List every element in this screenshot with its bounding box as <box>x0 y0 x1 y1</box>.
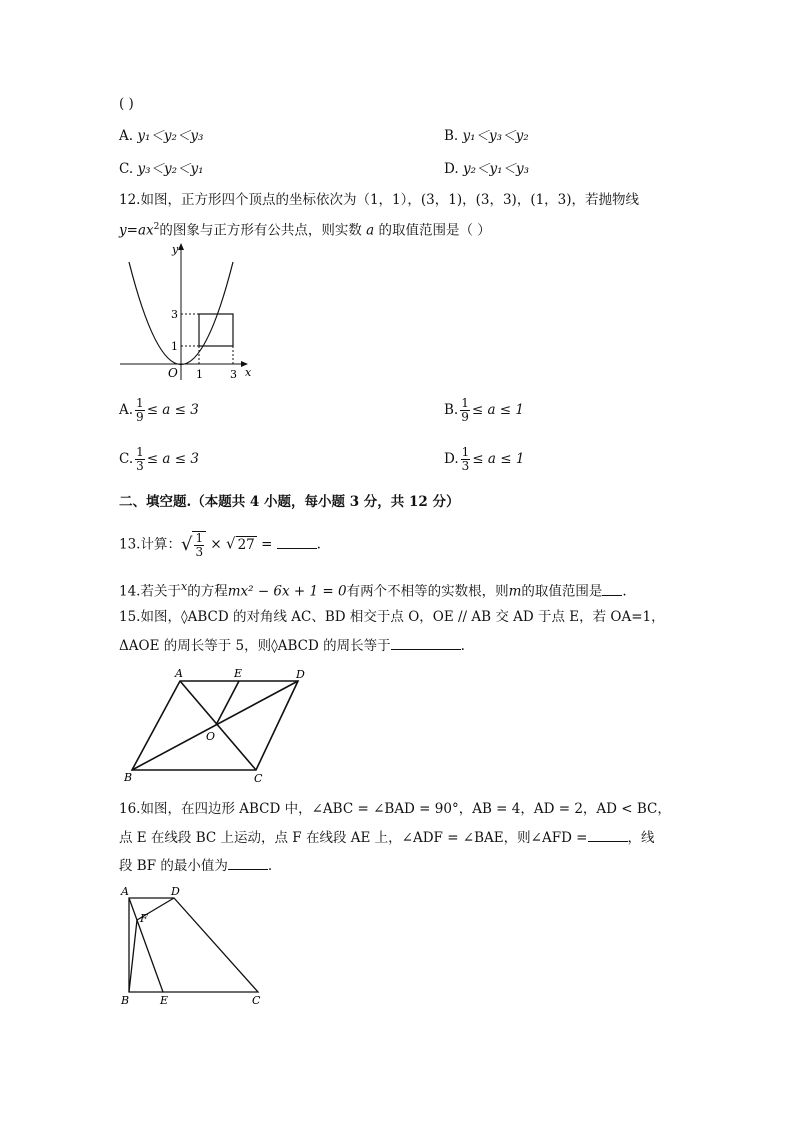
frac-num: 1 <box>461 396 469 410</box>
q11-option-b <box>444 126 529 146</box>
q16-text: 段 BF 的最小值为 <box>119 858 228 874</box>
q14-mid2: 有两个不相等的实数根，则 <box>346 583 509 600</box>
q12-eq: y=ax <box>119 222 154 239</box>
vertex-c: C <box>254 772 263 784</box>
fraction <box>194 532 204 559</box>
q15-parallelogram-figure <box>120 664 320 784</box>
q14-prefix: 14.若关于 <box>119 583 181 600</box>
period: . <box>316 536 321 553</box>
q12-line2 <box>119 217 491 241</box>
answer-blank[interactable] <box>391 635 461 650</box>
frac-den: 3 <box>461 459 470 473</box>
x-label: x <box>245 366 252 379</box>
q13 <box>119 531 321 559</box>
option-text: y₃＜y₂＜y₁ <box>137 161 204 177</box>
q12-text-end: 的取值范围是（ ） <box>378 222 491 239</box>
q12-option-c <box>119 446 199 473</box>
q12-sup: 2 <box>153 222 160 232</box>
answer-blank[interactable] <box>602 581 622 596</box>
q14 <box>119 577 627 602</box>
option-label: C. <box>119 161 134 177</box>
q11-paren: ( ) <box>119 96 134 112</box>
answer-blank-1[interactable] <box>588 827 628 842</box>
q16-line3 <box>119 855 272 876</box>
q16-text: 点 E 在线段 BC 上运动，点 F 在线段 AE 上，∠ADF = ∠BAE，则∠AFD = <box>119 830 588 846</box>
diagonal-ac <box>180 681 256 770</box>
vertex-a: A <box>175 667 183 680</box>
q15-text: ΔAOE 的周长等于 5，则◊ABCD 的周长等于 <box>119 638 391 654</box>
option-text: ≤ a ≤ 1 <box>472 451 525 467</box>
option-text: y₁＜y₃＜y₂ <box>462 128 529 144</box>
fraction <box>135 397 145 424</box>
x-tick-3: 3 <box>230 368 237 381</box>
period: . <box>267 858 273 874</box>
period: . <box>622 583 627 600</box>
y-label: y <box>172 243 179 256</box>
y-axis-arrow <box>178 243 184 250</box>
answer-blank-2[interactable] <box>228 855 268 870</box>
period: . <box>460 638 465 654</box>
origin-label: O <box>168 366 178 380</box>
q14-var-m: m <box>508 583 522 600</box>
q12-line1: 12.如图，正方形四个顶点的坐标依次为（1，1），(3，1)，(3，3)，(1，3)，若抛物线 <box>119 192 640 208</box>
fraction <box>135 446 145 473</box>
frac-den: 9 <box>136 410 144 424</box>
point-f: F <box>140 912 148 925</box>
q12-option-b <box>444 397 524 424</box>
radical-sign: √ <box>180 534 193 555</box>
vertex-d: D <box>296 668 305 681</box>
option-text: ≤ a ≤ 3 <box>146 402 199 418</box>
fraction <box>460 397 470 424</box>
times-sign: × <box>210 536 222 553</box>
option-label: D. <box>444 161 459 177</box>
frac-num: 1 <box>136 396 144 410</box>
radicand-27: 27 <box>237 536 255 553</box>
quadrilateral-abcd <box>129 898 258 992</box>
option-label: D. <box>444 451 459 467</box>
point-e: E <box>160 994 169 1007</box>
vertex-b: B <box>124 771 133 784</box>
radicand <box>192 531 206 559</box>
option-label: A. <box>119 402 134 418</box>
q16-line1: 16.如图，在四边形 ABCD 中，∠ABC = ∠BAD = 90°，AB = 4，AD = 2，AD < BC， <box>119 801 671 817</box>
q16-line2 <box>119 827 655 848</box>
section-heading: 二、填空题.（本题共 4 小题，每小题 3 分，共 12 分） <box>119 494 460 510</box>
frac-den: 3 <box>136 459 144 473</box>
x-tick-1: 1 <box>196 368 203 381</box>
vertex-d: D <box>171 885 180 898</box>
q14-mid: 的方程 <box>187 583 228 600</box>
equals-sign: = <box>261 536 273 553</box>
frac-num: 1 <box>136 445 144 459</box>
q13-prefix: 13.计算： <box>119 536 181 553</box>
option-label: B. <box>444 128 459 144</box>
answer-blank[interactable] <box>277 534 317 549</box>
segment-bf <box>129 920 137 992</box>
frac-num: 1 <box>461 445 470 459</box>
q12-parabola-figure <box>115 240 255 385</box>
fraction <box>461 446 471 473</box>
vertex-c: C <box>252 994 261 1007</box>
frac-num: 1 <box>195 531 204 545</box>
vertex-b: B <box>121 994 130 1007</box>
option-text: y₂＜y₁＜y₃ <box>462 161 530 177</box>
q11-option-a <box>119 126 203 146</box>
option-label: B. <box>444 402 459 418</box>
point-e: E <box>234 667 243 680</box>
q12-option-d <box>444 446 524 473</box>
q12-text: 的图象与正方形有公共点，则实数 <box>159 222 362 239</box>
option-text: ≤ a ≤ 3 <box>146 451 199 467</box>
q14-var-x: x <box>180 580 188 593</box>
option-text: y₁＜y₂＜y₃ <box>137 128 204 144</box>
vertex-a: A <box>121 885 129 898</box>
y-tick-1: 1 <box>171 340 178 353</box>
option-label: A. <box>119 128 134 144</box>
q14-end: 的取值范围是 <box>521 583 603 600</box>
radical-sign-2: √ <box>226 534 236 553</box>
y-tick-3: 3 <box>171 308 178 321</box>
q15-line2 <box>119 635 465 656</box>
q12-var: a <box>366 222 375 239</box>
q15-line1: 15.如图，◊ABCD 的对角线 AC、BD 相交于点 O，OE // AB 交 AD 于点 E，若 OA=1， <box>119 609 665 625</box>
q11-option-d <box>444 159 529 179</box>
frac-den: 3 <box>195 545 204 559</box>
frac-den: 9 <box>461 410 469 424</box>
q16-trapezoid-figure <box>116 880 276 1010</box>
q12-option-a <box>119 397 199 424</box>
point-o: O <box>206 730 216 743</box>
q16-text-mid: ，线 <box>627 830 655 846</box>
q11-option-c <box>119 159 204 179</box>
option-label: C. <box>119 451 134 467</box>
option-text: ≤ a ≤ 1 <box>471 402 524 418</box>
q14-equation: mx² − 6x + 1 = 0 <box>227 583 347 600</box>
